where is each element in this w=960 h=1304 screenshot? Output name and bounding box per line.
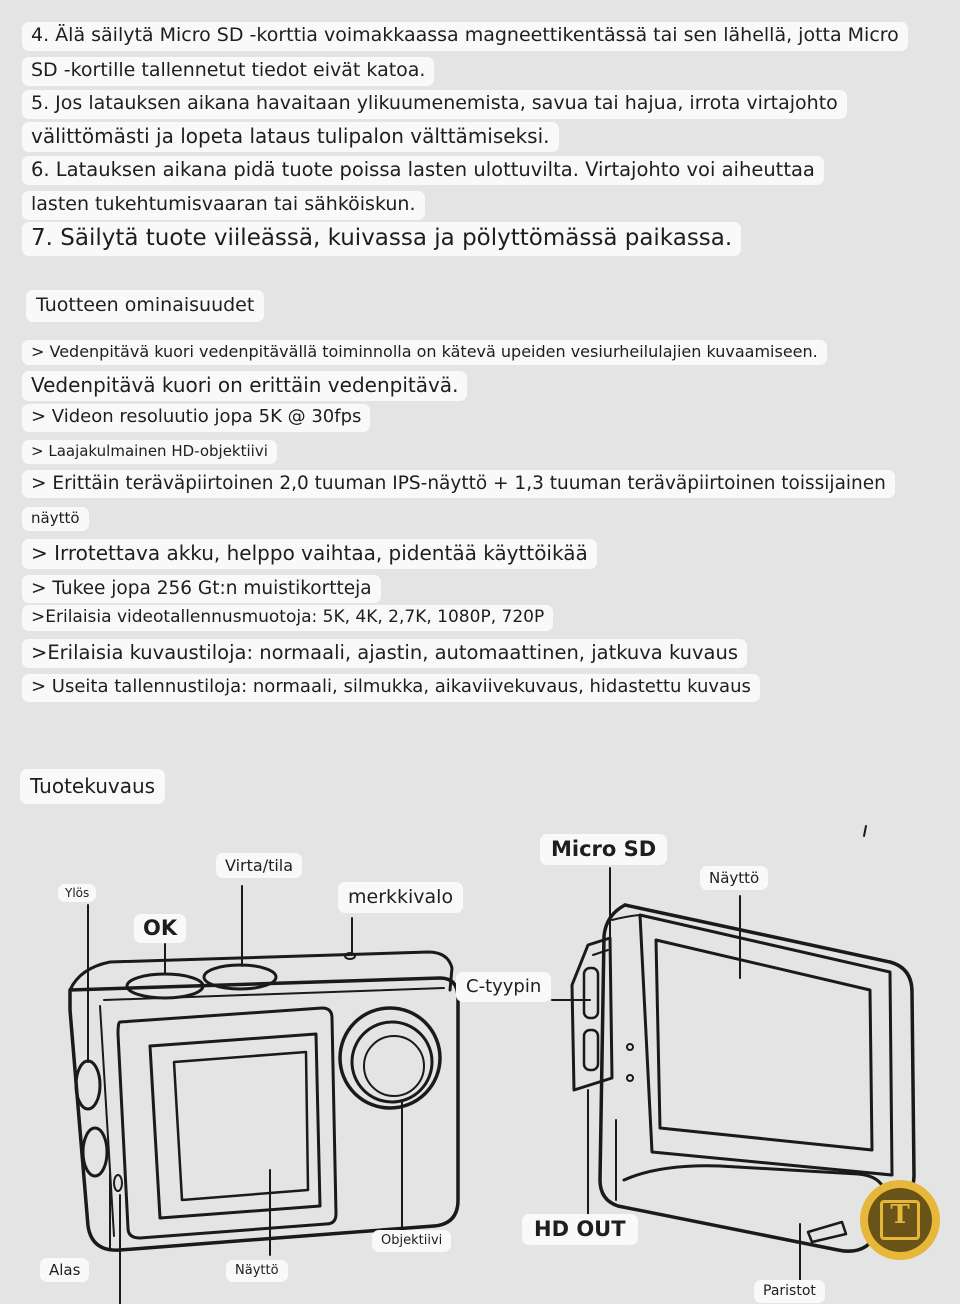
instruction-line-5b: välittömästi ja lopeta lataus tulipalon välttämiseksi. <box>22 122 559 152</box>
feature-line: > Videon resoluutio jopa 5K @ 30fps <box>22 404 370 432</box>
instruction-line-6b: lasten tukehtumisvaaran tai sähköiskun. <box>22 191 425 220</box>
back-screen <box>656 940 872 1150</box>
lens <box>340 1008 440 1108</box>
label-power-mode: Virta/tila <box>216 853 302 878</box>
label-indicator-light: merkkivalo <box>338 882 463 913</box>
label-up: Ylös <box>58 884 96 902</box>
label-hd-out: HD OUT <box>522 1214 638 1245</box>
instruction-line-4b: SD -kortille tallennetut tiedot eivät katoa. <box>22 57 434 86</box>
feature-line: > Tukee jopa 256 Gt:n muistikortteja <box>22 575 381 603</box>
instruction-line-7: 7. Säilytä tuote viileässä, kuivassa ja pölyttömässä paikassa. <box>22 222 741 256</box>
feature-line: >Erilaisia kuvaustiloja: normaali, ajastin, automaattinen, jatkuva kuvaus <box>22 639 747 668</box>
battery-hatch <box>624 1166 884 1242</box>
feature-line: > Vedenpitävä kuori vedenpitävällä toiminnolla on kätevä upeiden vesiurheilulajien kuvaamiseen. <box>22 340 827 365</box>
feature-line: >Erilaisia videotallennusmuotoja: 5K, 4K, 2,7K, 1080P, 720P <box>22 605 553 631</box>
feature-line: > Laajakulmainen HD-objektiivi <box>22 440 277 464</box>
badge-letter: T <box>890 1200 910 1230</box>
label-usb-c: C-tyypin <box>456 972 551 1002</box>
down-button-shape <box>83 1128 107 1176</box>
up-button-shape <box>76 1061 100 1109</box>
feature-line: Vedenpitävä kuori on erittäin vedenpitävä. <box>22 371 467 401</box>
feature-line: > Erittäin teräväpiirtoinen 2,0 tuuman IPS-näyttö + 1,3 tuuman teräväpiirtoinen toissijainen <box>22 470 895 498</box>
label-batteries: Paristot <box>754 1280 825 1303</box>
label-micro-sd: Micro SD <box>540 834 667 865</box>
label-down: Alas <box>40 1258 89 1282</box>
feature-line: näyttö <box>22 507 89 531</box>
brand-badge <box>860 1180 940 1260</box>
instruction-line-6a: 6. Latauksen aikana pidä tuote poissa lasten ulottuvilta. Virtajohto voi aiheuttaa <box>22 156 824 185</box>
front-screen <box>118 1008 336 1238</box>
instruction-line-5a: 5. Jos latauksen aikana havaitaan ylikuumenemista, savua tai hajua, irrota virtajohto <box>22 90 847 119</box>
feature-line: > Irrotettava akku, helppo vaihtaa, pidentää käyttöikää <box>22 539 597 569</box>
label-ok: OK <box>134 914 186 943</box>
feature-line: > Useita tallennustiloja: normaali, silmukka, aikaviivekuvaus, hidastettu kuvaus <box>22 674 760 702</box>
label-front-screen: Näyttö <box>226 1260 288 1282</box>
instruction-line-4a: 4. Älä säilytä Micro SD -korttia voimakkaassa magneettikentässä tai sen lähellä, jotta Micro <box>22 22 908 51</box>
label-back-screen: Näyttö <box>700 866 768 890</box>
label-lens: Objektiivi <box>372 1230 451 1252</box>
features-heading: Tuotteen ominaisuudet <box>26 290 264 322</box>
description-heading: Tuotekuvaus <box>20 769 165 804</box>
